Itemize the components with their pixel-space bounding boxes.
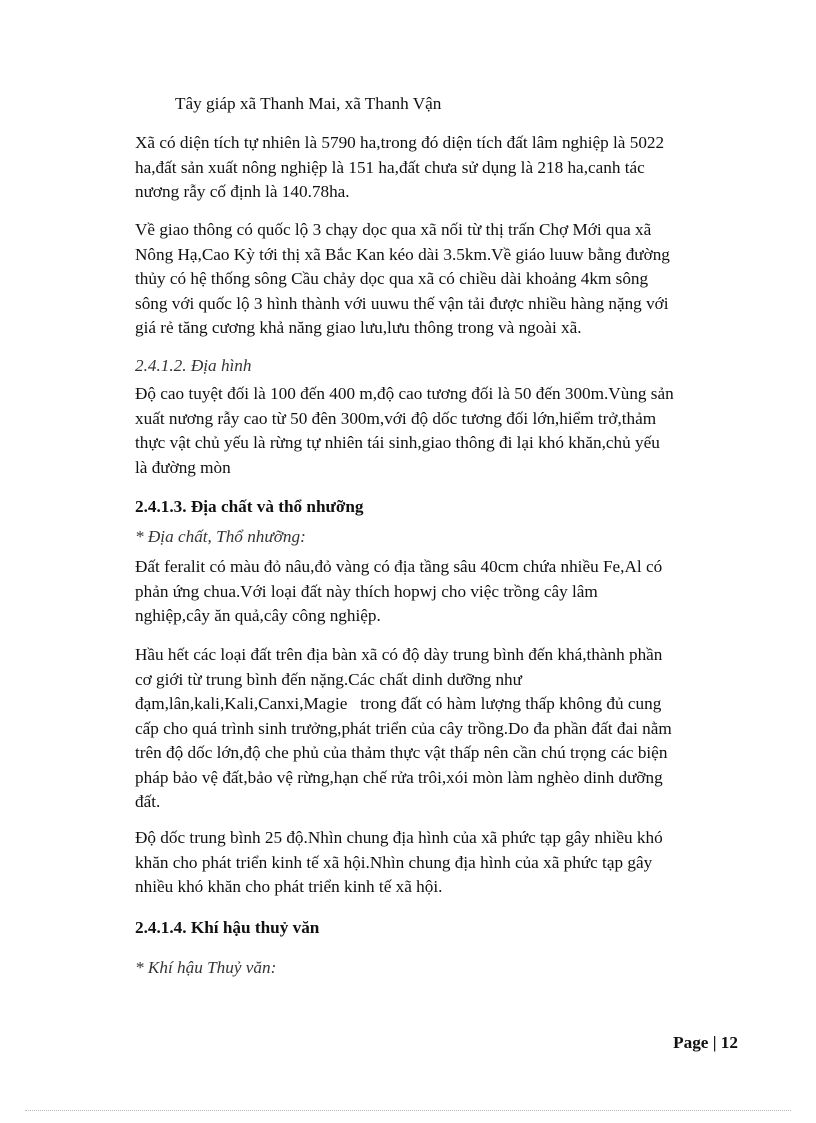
text-line: thủy có hệ thống sông Cầu chảy dọc qua xã có chiều dài khoảng 4km sông bbox=[135, 269, 649, 288]
text-line: Nông Hạ,Cao Kỳ tới thị xã Bắc Kan kéo dài 3.5km.Về giáo luuw bằng đường bbox=[135, 244, 670, 264]
text-line: đất. bbox=[135, 792, 161, 811]
text-line: trên độ dốc lớn,độ che phủ của thảm thực vật thấp nên cần chú trọng các biện bbox=[135, 743, 668, 762]
text-line: nghiệp,cây ăn quả,cây công nghiệp. bbox=[135, 606, 381, 625]
heading-climate: 2.4.1.4. Khí hậu thuỷ văn bbox=[135, 918, 320, 937]
text-line: khăn cho phát triển kinh tế xã hội.Nhìn chung địa hình của xã phức tạp gây bbox=[135, 852, 653, 872]
text-line: xuất nương rẫy cao từ 50 đên 300m,với độ dốc tương đối lớn,hiểm trở,thảm bbox=[135, 408, 657, 428]
page-number: Page | 12 bbox=[673, 1033, 738, 1052]
text-line: phản ứng chua.Với loại đất này thích hopwj cho việc trồng cây lâm bbox=[135, 581, 598, 601]
text-line: pháp bảo vệ đất,bảo vệ rừng,hạn chế rửa trôi,xói mòn làm nghèo dinh dưỡng bbox=[135, 767, 663, 787]
paragraph-slope bbox=[135, 826, 740, 900]
paragraph-nutrients bbox=[135, 643, 740, 815]
heading-geology: 2.4.1.3. Địa chất và thổ nhưỡng bbox=[135, 497, 364, 516]
text-line: Tây giáp xã Thanh Mai, xã Thanh Vận bbox=[175, 94, 442, 113]
paragraph-terrain bbox=[135, 382, 740, 480]
paragraph-area bbox=[135, 131, 740, 205]
paragraph-soil bbox=[135, 555, 740, 629]
text-line: thực vật chủ yếu là rừng tự nhiên tái sinh,giao thông đi lại khó khăn,chủ yếu bbox=[135, 433, 660, 452]
text-line: là đường mòn bbox=[135, 457, 231, 477]
text-line: giá rẻ tăng cương khả năng giao lưu,lưu thông trong và ngoài xã. bbox=[135, 318, 582, 337]
text-line: Về giao thông có quốc lộ 3 chạy dọc qua xã nối từ thị trấn Chợ Mới qua xã bbox=[135, 220, 652, 239]
text-line: sông với quốc lộ 3 hình thành với uuwu thế vận tải được nhiều hàng nặng với bbox=[135, 293, 669, 313]
text-line: Hầu hết các loại đất trên địa bàn xã có độ dày trung bình đến khá,thành phần bbox=[135, 645, 663, 664]
text-line: Xã có diện tích tự nhiên là 5790 ha,trong đó diện tích đất lâm nghiệp là 5022 bbox=[135, 133, 665, 152]
page-bottom-divider bbox=[25, 1110, 791, 1111]
text-line: Độ cao tuyệt đối là 100 đến 400 m,độ cao tương đối là 50 đến 300m.Vùng sản bbox=[135, 384, 674, 403]
text-line: đạm,lân,kali,Kali,Canxi,Magie trong đất có hàm lượng thấp không đủ cung bbox=[135, 694, 662, 713]
text-line: nương rẫy cố định là 140.78ha. bbox=[135, 182, 350, 201]
text-line: cơ giới từ trung bình đến nặng.Các chất dinh dưỡng như bbox=[135, 669, 522, 689]
subheading-climate: * Khí hậu Thuỷ văn: bbox=[135, 958, 277, 977]
text-line: cấp cho quá trình sinh trưởng,phát triển của cây trồng.Do đa phần đất đai nằm bbox=[135, 718, 672, 738]
heading-terrain: 2.4.1.2. Địa hình bbox=[135, 356, 252, 375]
text-line: Đất feralit có màu đỏ nâu,đỏ vàng có địa tầng sâu 40cm chứa nhiều Fe,Al có bbox=[135, 557, 663, 576]
subheading-geology: * Địa chất, Thổ nhưỡng: bbox=[135, 527, 306, 546]
text-line: nhiều khó khăn cho phát triển kinh tế xã hội. bbox=[135, 877, 443, 896]
paragraph-traffic bbox=[135, 218, 740, 341]
text-line: Độ dốc trung bình 25 độ.Nhìn chung địa hình của xã phức tạp gây nhiều khó bbox=[135, 828, 663, 847]
west-border-line bbox=[175, 92, 780, 117]
text-line: ha,đất sản xuất nông nghiệp là 151 ha,đất chưa sử dụng là 218 ha,canh tác bbox=[135, 157, 645, 177]
